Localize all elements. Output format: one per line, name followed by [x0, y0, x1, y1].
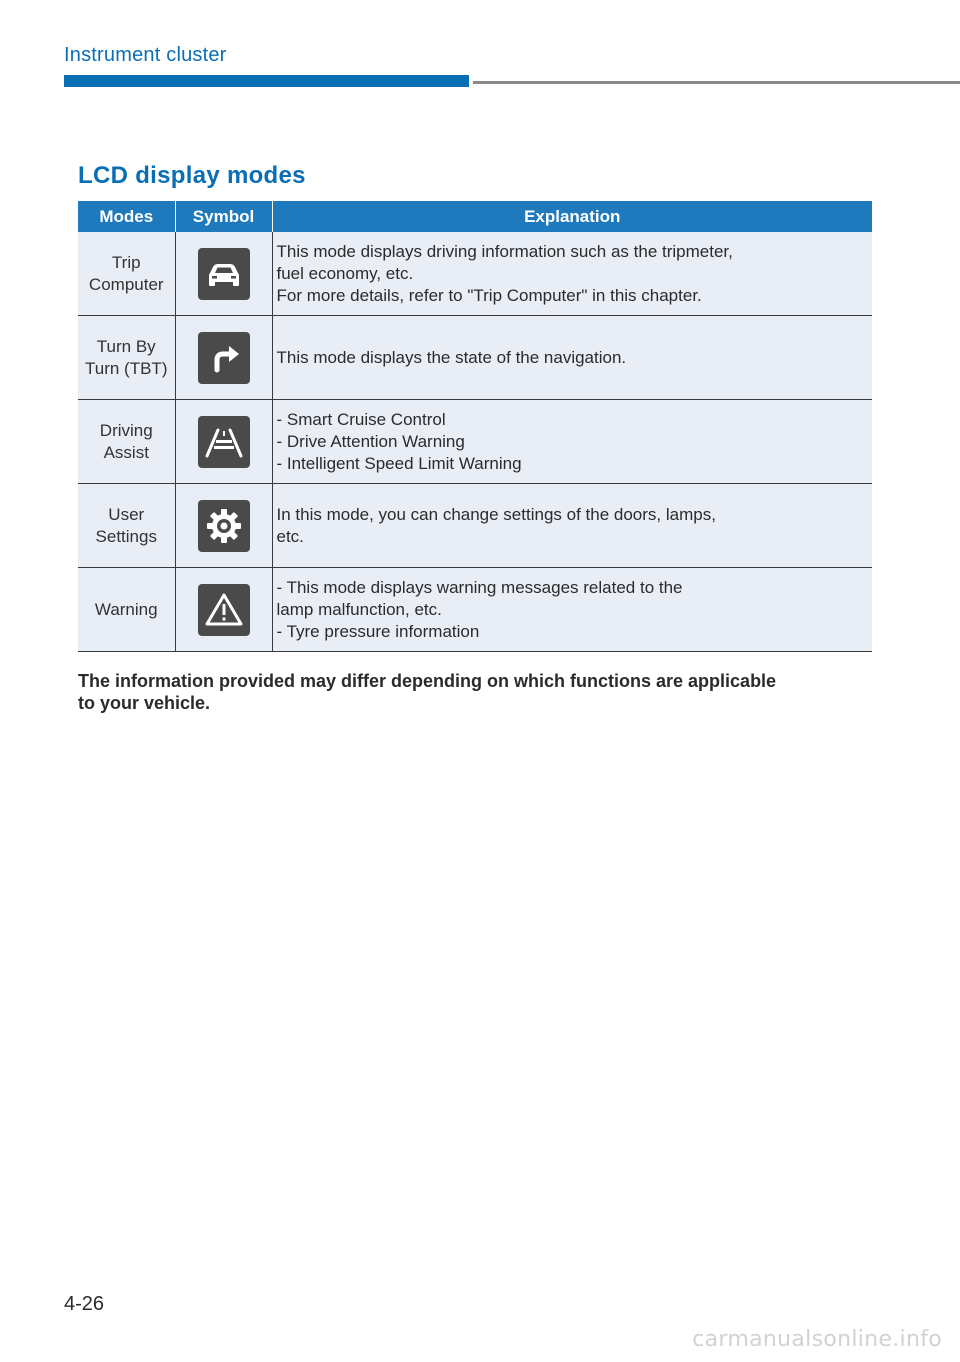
table-row — [78, 316, 872, 400]
watermark: carmanualsonline.info — [692, 1327, 942, 1352]
turn-arrow-icon — [198, 332, 250, 384]
explanation-line: - Intelligent Speed Limit Warning — [276, 453, 522, 473]
car-icon — [198, 248, 250, 300]
note-line: to your vehicle. — [78, 693, 211, 713]
explanation-line: etc. — [276, 526, 304, 546]
column-header-modes: Modes — [78, 201, 175, 232]
mode-cell — [78, 568, 175, 652]
explanation-line: - Smart Cruise Control — [276, 409, 446, 429]
gear-icon — [198, 500, 250, 552]
table-row — [78, 232, 872, 316]
header-rule — [473, 81, 960, 84]
explanation-line: fuel economy, etc. — [276, 263, 414, 283]
explanation-line: - Drive Attention Warning — [276, 431, 465, 451]
explanation-line: - Tyre pressure information — [276, 621, 480, 641]
column-header-symbol: Symbol — [175, 201, 272, 232]
mode-cell — [78, 484, 175, 568]
explanation-cell — [272, 568, 872, 652]
table-row — [78, 484, 872, 568]
header-rule-accent — [64, 75, 469, 87]
explanation-cell — [272, 484, 872, 568]
explanation-cell — [272, 316, 872, 400]
explanation-line: - This mode displays warning messages related to the — [276, 577, 683, 597]
section-header: Instrument cluster — [64, 44, 227, 66]
table-header-row — [78, 201, 872, 232]
modes-table — [78, 201, 872, 652]
column-header-explanation: Explanation — [272, 201, 872, 232]
information-note — [78, 670, 878, 714]
mode-label: Settings — [95, 526, 157, 546]
symbol-cell — [175, 316, 272, 400]
mode-label: Turn (TBT) — [85, 358, 168, 378]
mode-label: Turn By — [96, 336, 156, 356]
explanation-line: In this mode, you can change settings of the doors, lamps, — [276, 504, 716, 524]
explanation-line: This mode displays the state of the navigation. — [276, 347, 627, 367]
explanation-line: lamp malfunction, etc. — [276, 599, 442, 619]
mode-cell — [78, 232, 175, 316]
mode-label: Computer — [88, 274, 164, 294]
page-number: 4-26 — [64, 1293, 105, 1315]
mode-cell — [78, 400, 175, 484]
explanation-line: For more details, refer to "Trip Computer" in this chapter. — [276, 285, 702, 305]
symbol-cell — [175, 232, 272, 316]
mode-label: Assist — [103, 442, 149, 462]
table-row — [78, 400, 872, 484]
explanation-cell — [272, 400, 872, 484]
explanation-line: This mode displays driving information such as the tripmeter, — [276, 241, 733, 261]
symbol-cell — [175, 484, 272, 568]
table-row — [78, 568, 872, 652]
explanation-cell — [272, 232, 872, 316]
mode-label: Driving — [99, 420, 153, 440]
mode-label: User — [108, 504, 145, 524]
symbol-cell — [175, 568, 272, 652]
symbol-cell — [175, 400, 272, 484]
note-line: The information provided may differ depending on which functions are applicable — [78, 671, 777, 691]
warning-triangle-icon — [198, 584, 250, 636]
mode-label: Warning — [94, 599, 158, 619]
page-title: LCD display modes — [78, 162, 306, 189]
lane-assist-icon — [198, 416, 250, 468]
mode-label: Trip — [111, 252, 141, 272]
mode-cell — [78, 316, 175, 400]
